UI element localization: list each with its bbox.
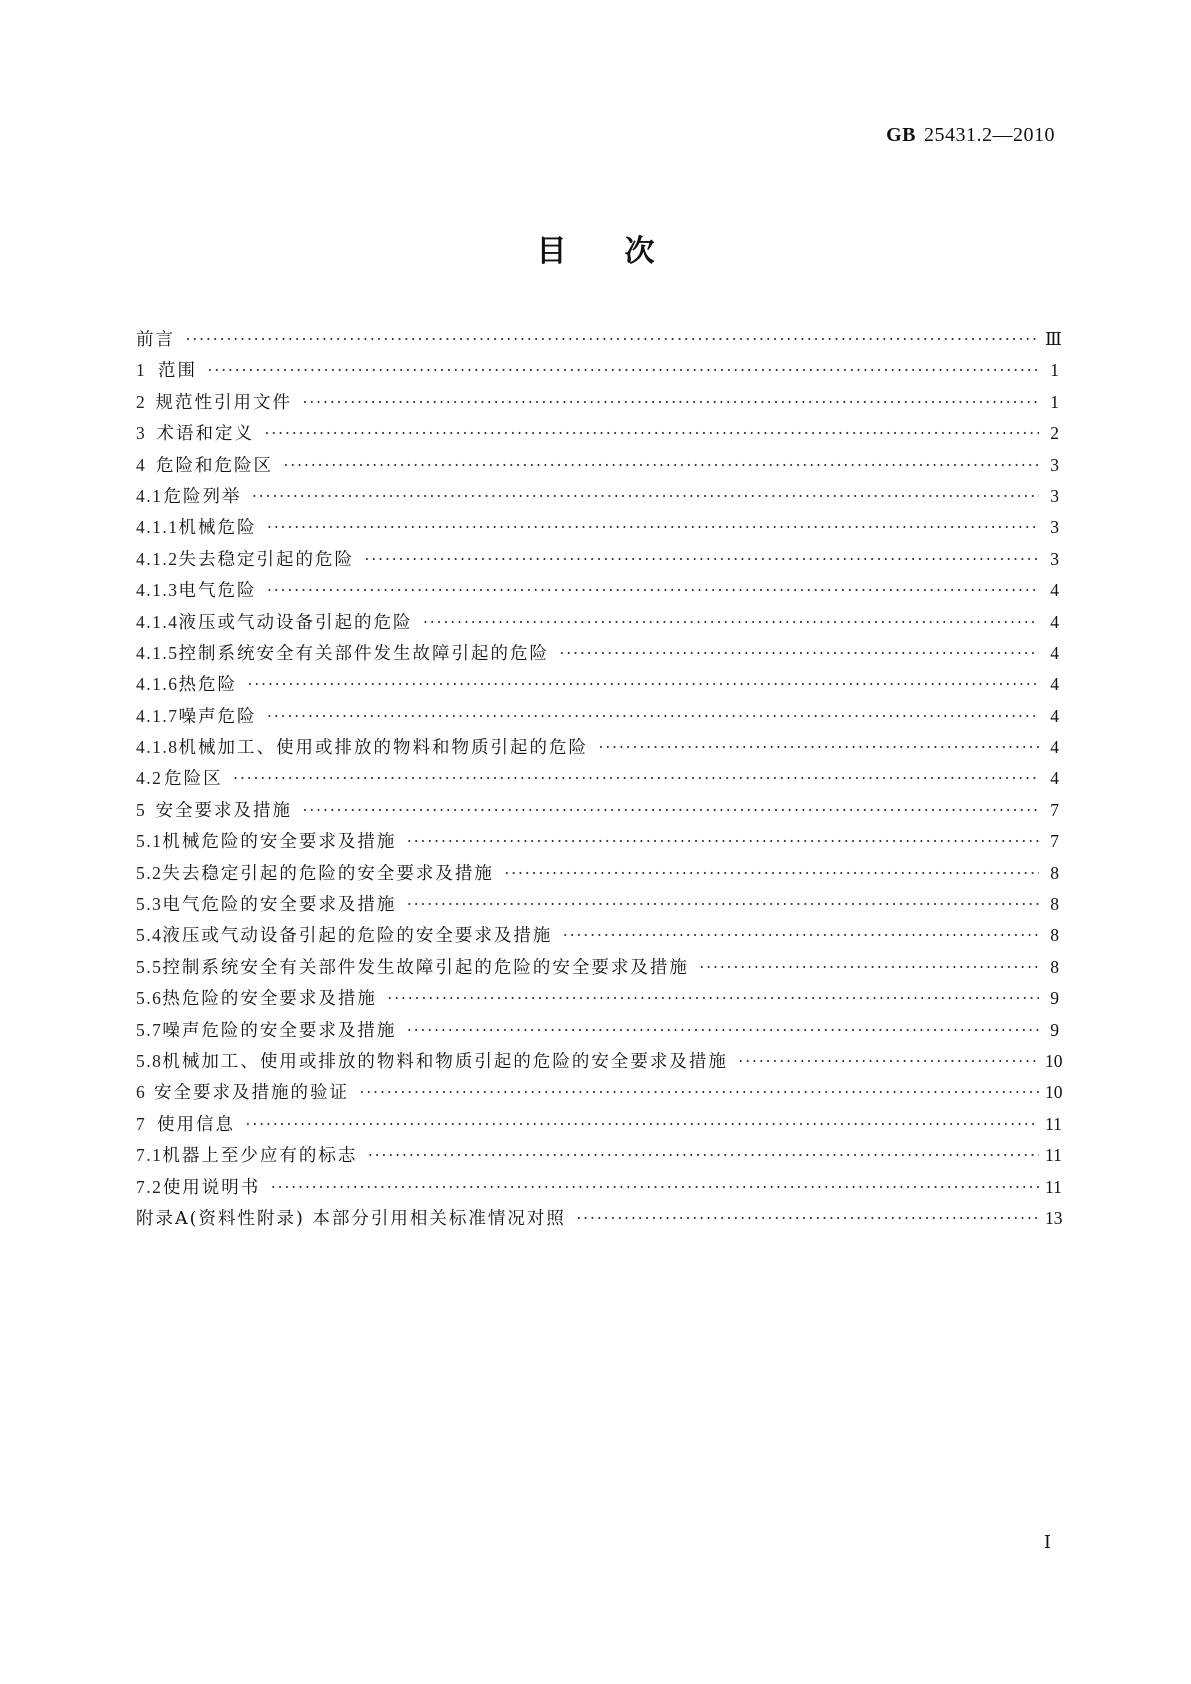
- toc-leader-dots: [251, 486, 1039, 507]
- toc-entry-page: 4: [1050, 674, 1059, 695]
- toc-entry-page: 11: [1045, 1113, 1062, 1134]
- toc-entry-number: 5.8: [136, 1050, 163, 1071]
- toc-entry[interactable]: [136, 765, 1059, 796]
- toc-entry-number: 4.1.7: [136, 705, 179, 726]
- toc-entry-title: 电气危险的安全要求及措施: [162, 895, 397, 916]
- toc-entry-title: 范围: [158, 361, 198, 382]
- toc-entry[interactable]: [136, 1048, 1063, 1079]
- toc-entry-title: 危险和危险区: [156, 455, 274, 476]
- toc-entry-title: 机械危险: [178, 518, 257, 539]
- toc-leader-dots: [270, 1177, 1039, 1198]
- toc-entry-page: 3: [1050, 548, 1059, 569]
- toc-entry[interactable]: [136, 546, 1059, 577]
- toc-leader-dots: [406, 831, 1039, 852]
- toc-entry-page: 3: [1050, 454, 1059, 475]
- toc-leader-dots: [207, 360, 1039, 381]
- toc-entry-page: 3: [1050, 517, 1059, 538]
- toc-entry-number: 5.3: [136, 894, 163, 915]
- toc-leader-dots: [423, 612, 1040, 633]
- toc-leader-dots: [738, 1051, 1039, 1072]
- toc-entry-title: 机器上至少应有的标志: [162, 1146, 358, 1167]
- toc-entry-title: 危险列举: [163, 486, 242, 507]
- toc-entry-page: 9: [1050, 988, 1059, 1009]
- toc-entry-title: 机械危险的安全要求及措施: [162, 832, 397, 853]
- toc-entry[interactable]: [136, 389, 1059, 420]
- standard-prefix: GB: [886, 124, 916, 146]
- toc-leader-dots: [359, 1082, 1039, 1103]
- toc-entry-title: 控制系统安全有关部件发生故障引起的危险的安全要求及措施: [162, 957, 689, 978]
- toc-entry-number: 1: [136, 360, 147, 381]
- toc-entry[interactable]: [136, 609, 1059, 640]
- toc-entry[interactable]: [136, 452, 1059, 483]
- toc-leader-dots: [267, 706, 1040, 727]
- toc-entry-number: 7: [136, 1113, 147, 1134]
- toc-entry[interactable]: [136, 357, 1059, 388]
- toc-entry-page: 4: [1050, 580, 1059, 601]
- toc-entry-number: 7.2: [136, 1176, 163, 1197]
- toc-entry-page: 7: [1050, 799, 1059, 820]
- toc-entry[interactable]: [136, 1017, 1059, 1048]
- toc-entry-number: 5.7: [136, 1019, 163, 1040]
- toc-entry[interactable]: [136, 420, 1059, 451]
- toc-entry-number: 6: [136, 1082, 147, 1103]
- toc-leader-dots: [406, 1020, 1039, 1041]
- toc-leader-dots: [267, 580, 1040, 601]
- toc-entry-title: 使用说明书: [162, 1177, 261, 1198]
- toc-entry-title: 机械加工、使用或排放的物料和物质引起的危险的安全要求及措施: [162, 1051, 728, 1072]
- toc-entry-number: 5.6: [136, 988, 163, 1009]
- toc-entry-title: 失去稳定引起的危险的安全要求及措施: [162, 863, 494, 884]
- toc-entry-page: 8: [1050, 956, 1059, 977]
- toc-entry-number: 3: [136, 423, 147, 444]
- toc-entry-title: 液压或气动设备引起的危险的安全要求及措施: [162, 926, 553, 947]
- toc-entry-title: 安全要求及措施的验证: [154, 1083, 350, 1104]
- toc-entry-number: 5.1: [136, 831, 163, 852]
- toc-entry-title: 附录A(资料性附录) 本部分引用相关标准情况对照: [136, 1208, 566, 1229]
- toc-entry[interactable]: [136, 797, 1059, 828]
- toc-entry[interactable]: [136, 514, 1059, 545]
- toc-entry-page: 4: [1050, 737, 1059, 758]
- toc-leader-dots: [247, 674, 1039, 695]
- toc-entry-page: 1: [1050, 391, 1059, 412]
- toc-leader-dots: [562, 925, 1039, 946]
- toc-entry-title: 安全要求及措施: [155, 800, 293, 821]
- toc-leader-dots: [367, 1145, 1039, 1166]
- toc-entry-number: 5.4: [136, 925, 163, 946]
- page-number: Ⅰ: [1043, 1532, 1051, 1552]
- toc-entry-page: 4: [1050, 642, 1059, 663]
- toc-entry-page: 4: [1050, 611, 1059, 632]
- toc-entry-number: 5.5: [136, 956, 163, 977]
- table-of-contents: [136, 326, 1063, 1236]
- toc-entry-page: 11: [1045, 1176, 1062, 1197]
- toc-leader-dots: [406, 894, 1039, 915]
- toc-entry-page: Ⅲ: [1045, 329, 1062, 349]
- toc-entry-page: 4: [1050, 768, 1059, 789]
- toc-entry-page: 10: [1045, 1082, 1063, 1103]
- toc-entry-number: 4.1.4: [136, 611, 179, 632]
- toc-leader-dots: [699, 957, 1039, 978]
- toc-entry-title: 热危险: [178, 675, 237, 696]
- toc-entry-title: 噪声危险的安全要求及措施: [162, 1020, 397, 1041]
- toc-entry-title: 电气危险: [178, 581, 257, 602]
- toc-entry-page: 8: [1050, 925, 1059, 946]
- toc-entry-page: 9: [1050, 1019, 1059, 1040]
- toc-leader-dots: [576, 1208, 1039, 1229]
- toc-leader-dots: [283, 455, 1039, 476]
- toc-entry[interactable]: [136, 326, 1062, 357]
- toc-entry-page: 8: [1050, 894, 1059, 915]
- toc-entry[interactable]: [136, 1174, 1062, 1205]
- toc-leader-dots: [233, 768, 1039, 789]
- toc-entry-number: 4.1.2: [136, 548, 179, 569]
- toc-entry-number: 4.1.8: [136, 737, 179, 758]
- toc-entry[interactable]: [136, 703, 1059, 734]
- toc-entry[interactable]: [136, 640, 1059, 671]
- toc-entry-number: 4.1.1: [136, 517, 179, 538]
- toc-entry-page: 8: [1050, 862, 1059, 883]
- page-title: 目次: [536, 234, 713, 269]
- toc-entry-title: 术语和定义: [156, 424, 255, 445]
- toc-entry-title: 机械加工、使用或排放的物料和物质引起的危险: [178, 738, 588, 759]
- toc-entry[interactable]: [136, 671, 1059, 702]
- toc-entry-title: 失去稳定引起的危险: [178, 549, 354, 570]
- toc-entry-title: 液压或气动设备引起的危险: [178, 612, 413, 633]
- standard-number: 25431.2—2010: [924, 124, 1055, 146]
- toc-entry[interactable]: [136, 891, 1059, 922]
- toc-entry-title: 使用信息: [157, 1114, 236, 1135]
- toc-entry-title: 危险区: [164, 769, 223, 790]
- toc-entry[interactable]: [136, 828, 1059, 859]
- toc-entry-title: 规范性引用文件: [155, 392, 293, 413]
- toc-entry[interactable]: [136, 1142, 1062, 1173]
- toc-leader-dots: [559, 643, 1039, 664]
- toc-entry-number: 4.1.6: [136, 674, 179, 695]
- toc-entry[interactable]: [136, 1079, 1063, 1110]
- toc-entry-page: 10: [1045, 1050, 1063, 1071]
- toc-leader-dots: [364, 549, 1039, 570]
- toc-leader-dots: [302, 392, 1039, 413]
- toc-leader-dots: [504, 863, 1039, 884]
- toc-entry[interactable]: [136, 577, 1059, 608]
- standard-code: [886, 124, 1055, 147]
- toc-entry[interactable]: [136, 483, 1059, 514]
- toc-entry-number: 4: [136, 454, 147, 475]
- toc-entry-page: 11: [1045, 1145, 1062, 1166]
- toc-entry-page: 2: [1050, 423, 1059, 444]
- toc-entry[interactable]: [136, 922, 1059, 953]
- toc-entry-page: 13: [1045, 1207, 1063, 1228]
- toc-leader-dots: [302, 800, 1039, 821]
- toc-leader-dots: [598, 737, 1039, 758]
- toc-leader-dots: [245, 1114, 1039, 1135]
- toc-entry-number: 4.2: [136, 768, 163, 789]
- toc-entry[interactable]: [136, 954, 1059, 985]
- toc-leader-dots: [267, 517, 1040, 538]
- toc-entry-page: 4: [1050, 705, 1059, 726]
- toc-entry-number: 4.1.3: [136, 580, 179, 601]
- toc-entry-number: 2: [136, 391, 147, 412]
- toc-entry-title: 前言: [136, 330, 175, 350]
- toc-entry[interactable]: [136, 1111, 1062, 1142]
- toc-entry-number: 7.1: [136, 1145, 163, 1166]
- toc-entry-title: 热危险的安全要求及措施: [162, 989, 377, 1010]
- toc-leader-dots: [185, 329, 1039, 350]
- toc-entry-page: 7: [1050, 831, 1059, 852]
- toc-entry-page: 1: [1050, 360, 1059, 381]
- toc-entry[interactable]: [136, 1205, 1063, 1236]
- toc-entry-number: 5: [136, 799, 147, 820]
- toc-entry-number: 4.1.5: [136, 642, 179, 663]
- toc-entry-number: 4.1: [136, 485, 163, 506]
- toc-entry-title: 噪声危险: [178, 706, 257, 727]
- toc-entry-title: 控制系统安全有关部件发生故障引起的危险: [178, 643, 549, 664]
- toc-entry-number: 5.2: [136, 862, 163, 883]
- toc-leader-dots: [387, 988, 1039, 1009]
- toc-entry[interactable]: [136, 860, 1059, 891]
- toc-leader-dots: [264, 423, 1039, 444]
- toc-entry[interactable]: [136, 985, 1059, 1016]
- toc-entry[interactable]: [136, 734, 1059, 765]
- toc-entry-page: 3: [1050, 485, 1059, 506]
